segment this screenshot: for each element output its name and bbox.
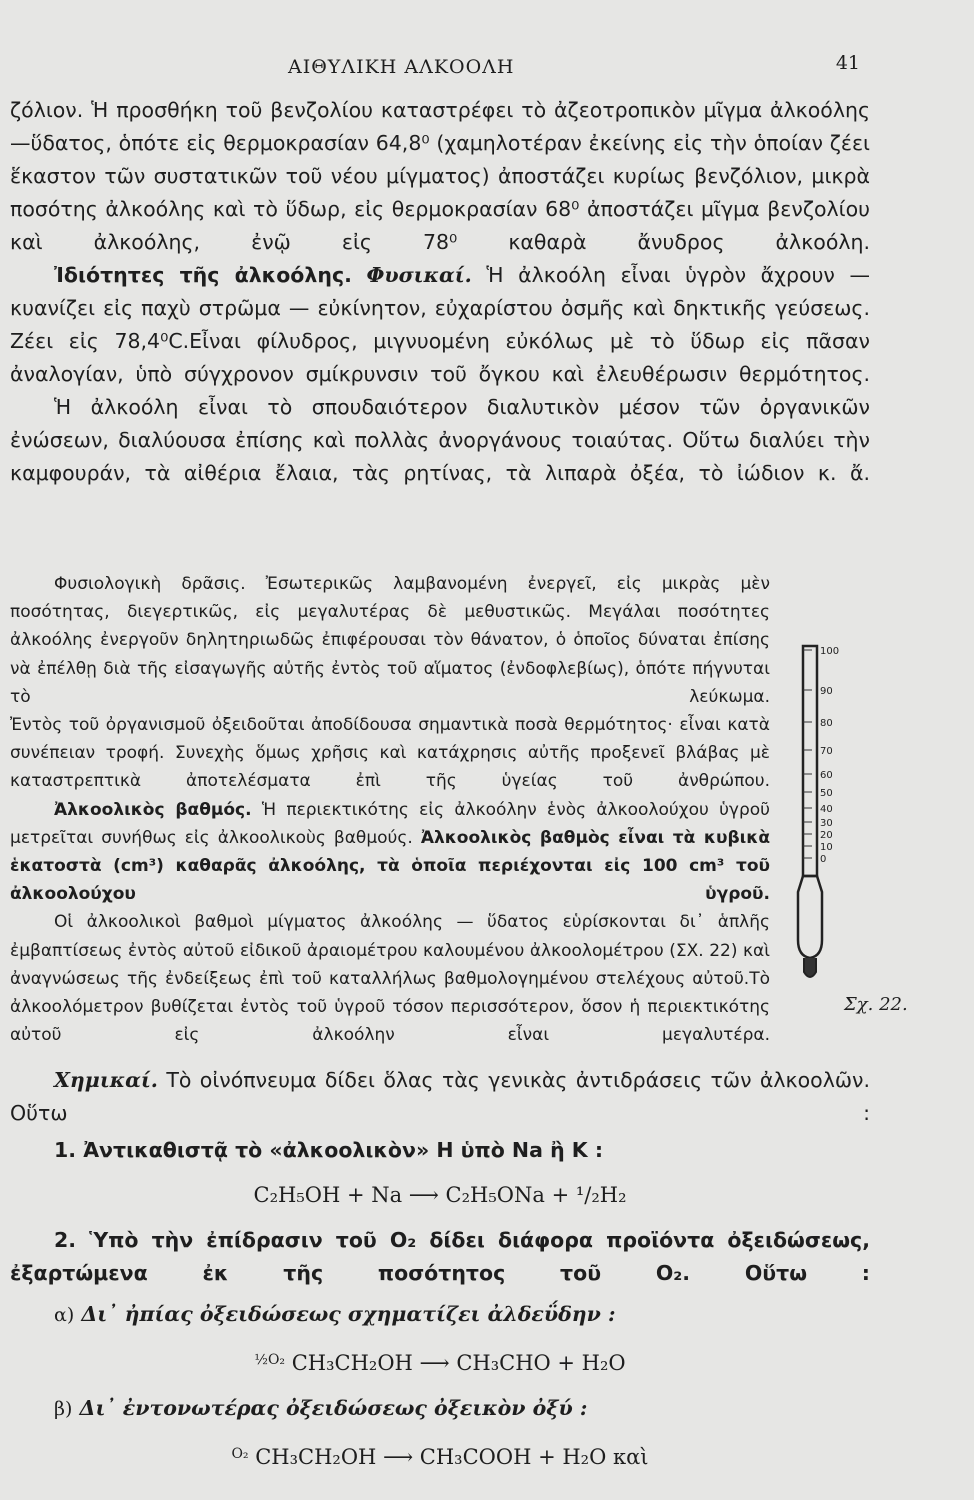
chemical-section xyxy=(10,1064,870,1486)
figure-caption: Σχ. 22. xyxy=(844,994,908,1015)
physiological-section xyxy=(10,570,770,1049)
formula-acid-tail: καὶ xyxy=(613,1445,649,1469)
paragraph-physiological xyxy=(10,570,770,711)
sub-label-a: α) xyxy=(54,1304,75,1326)
oxidation-strong-text: Δι᾽ ἐντονωτέρας ὀξειδώσεως ὀξεικὸν ὀξύ : xyxy=(79,1396,588,1420)
oxidation-mild-text: Δι᾽ ἠπίας ὀξειδώσεως σχηματίζει ἀλδεΰδην : xyxy=(81,1302,616,1326)
paragraph-physiological-2: Ἐντὸς τοῦ ὀργανισμοῦ ὀξειδοῦται ἀποδίδουσα σημαντικὰ ποσὰ θερμότητος· εἶναι κατὰ συνέπειαν τροφή. Συνεχὴς ὅμως χρῆσις καὶ κατάχρησις αὐτῆς προξενεῖ βλάβας μὲ καταστρεπτικὰ ἀποτελέσματα ἐπὶ τῆς ὑγείας τοῦ ἀνθρώπου. xyxy=(10,715,770,792)
chemical-label: Χημικαί. xyxy=(54,1068,158,1092)
paragraph-alcohol-degree xyxy=(10,796,770,909)
scale-label: 50 xyxy=(820,788,833,799)
paragraph-azeotrope: ζόλιον. Ἡ προσθήκη τοῦ βενζολίου καταστρέφει τὸ ἀζεοτροπικὸν μῖγμα ἀλκοόλης—ὕδατος, ὁπότε εἰς θερμοκρασίαν 64,8⁰ (χαμηλοτέραν ἐκείνης εἰς τὴν ὁποίαν ζέει ἕκαστον τῶν συστατικῶν τοῦ νέου μίγματος) ἀποστάζει κυρίως βενζόλιον, μικρὰ ποσότης ἀλκοόλης καὶ τὸ ὕδωρ, εἰς θερμοκρασίαν 68⁰ ἀποστάζει μῖγμα βενζολίου καὶ ἀλκοόλης, ἐνῷ εἰς 78⁰ καθαρὰ ἄνυδρος ἀλκοόλη. xyxy=(10,98,870,254)
physiological-text: Ἐσωτερικῶς λαμβανομένη ἐνεργεῖ, εἰς μικρὰς μὲν ποσότητας, διεγερτικῶς, εἰς μεγαλυτέρας δὲ μεθυστικῶς. Μεγάλαι ποσότητες ἀλκοόλης ἐνεργοῦν δηλητηριωδῶς ἐπιφέρουσαι τὸν θάνατον, ὁ ὁποῖος δύναται ἐπίσης νὰ ἐπέλθῃ διὰ τῆς εἰσαγωγῆς αὐτῆς ἐντὸς τοῦ αἵματος (ἐνδοφλεβίως), ὁπότε πήγνυται τὸ λεύκωμα. xyxy=(10,574,770,707)
physical-text: Ἡ ἀλκοόλη εἶναι ὑγρὸν ἄχρουν —κυανίζει εἰς παχὺ στρῶμα — εὐκίνητον, εὐχαρίστου ὀσμῆς καὶ δηκτικῆς γεύσεως. Ζέει εἰς 78,4⁰C.Εἶναι φίλυδρος, μιγνυομένη εὐκόλως μὲ τὸ ὕδωρ εἰς πᾶσαν ἀναλογίαν, ὑπὸ σύγχρονον σμίκρυνσιν τοῦ ὄγκου καὶ ἐλευθέρωσιν θερμότητος. xyxy=(10,263,870,386)
alcoholometer-weight xyxy=(804,958,816,977)
physiological-label: Φυσιολογικὴ δρᾶσις. xyxy=(54,574,246,594)
paragraph-chemical xyxy=(10,1064,870,1130)
reaction-item-1: 1. Ἀντικαθιστᾷ τὸ «ἀλκοολικὸν» Η ὑπὸ Na ἢ Κ : xyxy=(54,1138,604,1162)
alcoholometer-stem xyxy=(803,646,817,876)
scale-label: 30 xyxy=(820,818,833,829)
paragraph-alcoholometer: Οἱ ἀλκοολικοὶ βαθμοὶ μίγματος ἀλκοόλης — ὕδατος εὑρίσκονται δι᾽ ἁπλῆς ἐμβαπτίσεως ἐντὸς αὐτοῦ εἰδικοῦ ἀραιομέτρου καλουμένου ἀλκοολομέτρου (ΣΧ. 22) καὶ ἀναγνώσεως τῆς ἐνδείξεως ἐπὶ τοῦ καταλλήλως βαθμολογημένου στελέχους αὐτοῦ.Τὸ ἀλκοολόμετρον βυθίζεται ἐντὸς τοῦ ὑγροῦ τόσον περισσότερον, ὅσον ἡ περιεκτικότης αὐτοῦ εἰς ἀλκοόλην εἶναι μεγαλυτέρα. xyxy=(10,912,770,1046)
main-text-upper xyxy=(10,94,870,490)
scale-label: 0 xyxy=(820,854,827,865)
formula-aldehyde-equation: CH₃CH₂OH ⟶ CH₃CHO + H₂O xyxy=(291,1351,626,1375)
page-header xyxy=(60,52,860,82)
alcohol-degree-text: Ἡ περιεκτικότης εἰς ἀλκοόλην ἑνὸς ἀλκοολούχου ὑγροῦ μετρεῖται συνήθως εἰς ἀλκοολικοὺς βαθμούς. xyxy=(10,799,770,848)
page-number: 41 xyxy=(835,52,860,74)
scale-label: 60 xyxy=(820,770,833,781)
running-title: ΑΙΘΥΛΙΚΗ ΑΛΚΟΟΛΗ xyxy=(288,56,515,78)
formula-acid-equation: CH₃CH₂OH ⟶ CH₃COOH + H₂O xyxy=(255,1445,607,1469)
physical-label: Φυσικαί. xyxy=(366,263,472,287)
paragraph-solvent: Ἡ ἀλκοόλη εἶναι τὸ σπουδαιότερον διαλυτικὸν μέσον τῶν ὀργανικῶν ἐνώσεων, διαλύουσα ἐπίσης καὶ πολλὰς ἀνοργάνους τοιαύτας. Οὕτω διαλύει τὴν καμφουράν, τὰ αἰθέρια ἔλαια, τὰς ρητίνας, τὰ λιπαρὰ ὀξέα, τὸ ἰώδιον κ. ἄ. xyxy=(10,395,870,485)
chemical-intro: Τὸ οἰνόπνευμα δίδει ὅλας τὰς γενικὰς ἀντιδράσεις τῶν ἀλκοολῶν. Οὕτω : xyxy=(10,1068,870,1125)
oxidation-mild xyxy=(10,1298,870,1332)
alcohol-degree-definition: Ἀλκοολικὸς βαθμὸς εἶναι τὰ κυβικὰ ἑκατοστὰ (cm³) καθαρᾶς ἀλκοόλης, τὰ ὁποῖα περιέχονται εἰς 100 cm³ τοῦ ἀλκοολούχου ὑγροῦ. xyxy=(10,827,770,905)
scale-label: 100 xyxy=(820,646,840,657)
alcohol-degree-label: Ἀλκοολικὸς βαθμός. xyxy=(54,799,252,820)
scale-label: 90 xyxy=(820,686,833,697)
scale-label: 10 xyxy=(820,842,833,853)
formula-acetic-acid xyxy=(10,1438,870,1474)
properties-heading: Ἰδιότητες τῆς ἀλκοόλης. xyxy=(54,263,352,287)
oxidation-strong xyxy=(10,1392,870,1426)
reaction-item-2: 2. Ὑπὸ τὴν ἐπίδρασιν τοῦ O₂ δίδει διάφορα προϊόντα ὀξειδώσεως, ἐξαρτώμενα ἐκ τῆς ποσότητος τοῦ O₂. Οὕτω : xyxy=(10,1228,870,1285)
alcoholometer-bulb xyxy=(798,876,822,958)
paragraph-physical-properties xyxy=(10,259,870,391)
formula-acid-condition: O₂ xyxy=(231,1446,249,1462)
alcoholometer-figure xyxy=(790,640,870,1000)
formula-aldehyde xyxy=(10,1344,870,1380)
scale-label: 20 xyxy=(820,830,833,841)
scale-label: 80 xyxy=(820,718,833,729)
formula-sodium-ethoxide: C₂H₅OH + Na ⟶ C₂H₅ONa + ¹/₂H₂ xyxy=(253,1183,627,1207)
scale-label: 40 xyxy=(820,804,833,815)
scale-label: 70 xyxy=(820,746,833,757)
formula-aldehyde-condition: ½O₂ xyxy=(254,1352,286,1368)
sub-label-b: β) xyxy=(54,1398,73,1420)
